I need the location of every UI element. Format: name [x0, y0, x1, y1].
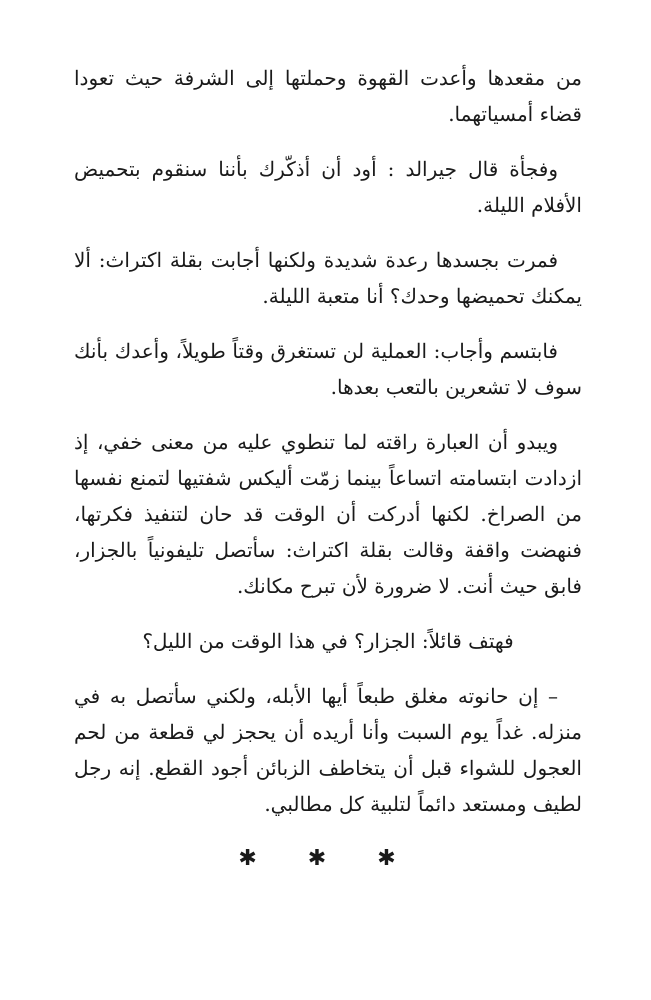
paragraph-1: من مقعدها وأعدت القهوة وحملتها إلى الشرفة حيث تعودا قضاء أمسياتهما.: [74, 66, 582, 126]
paragraph-5: ويبدو أن العبارة راقته لما تنطوي عليه من معنى خفي، إذ ازدادت ابتسامته اتساعاً بينما زمّت أليكس شفتيها لتمنع نفسها من الصراخ. لكنها أدركت أن الوقت قد حان لتنفيذ فكرتها، فنهضت واقفة وقالت بقلة اكتراث: سأتصل تليفونياً بالجزار، فابق حيث أنت. لا ضرورة لأن تبرح مكانك.: [74, 430, 582, 598]
section-separator: ✱ ✱ ✱: [238, 846, 418, 871]
paragraph-7: – إن حانوته مغلق طبعاً أيها الأبله، ولكني سأتصل به في منزله. غداً يوم السبت وأنا أريده أن يحجز لي قطعة من لحم العجول للشواء قبل أن يتخاطف الزبائن أجود القطع. إنه رجل لطيف ومستعد دائماً لتلبية كل مطالبي.: [74, 684, 582, 816]
paragraph-4: فابتسم وأجاب: العملية لن تستغرق وقتاً طويلاً، وأعدك بأنك سوف لا تشعرين بالتعب بعدها.: [74, 339, 582, 399]
paragraph-6: فهتف قائلاً: الجزار؟ في هذا الوقت من الليل؟: [142, 629, 514, 653]
book-page: [74, 60, 582, 877]
paragraph-2: وفجأة قال جيرالد : أود أن أذكّرك بأننا سنقوم بتحميض الأفلام الليلة.: [74, 157, 582, 217]
paragraph-3: فمرت بجسدها رعدة شديدة ولكنها أجابت بقلة اكتراث: ألا يمكنك تحميضها وحدك؟ أنا متعبة الليلة.: [74, 248, 582, 308]
